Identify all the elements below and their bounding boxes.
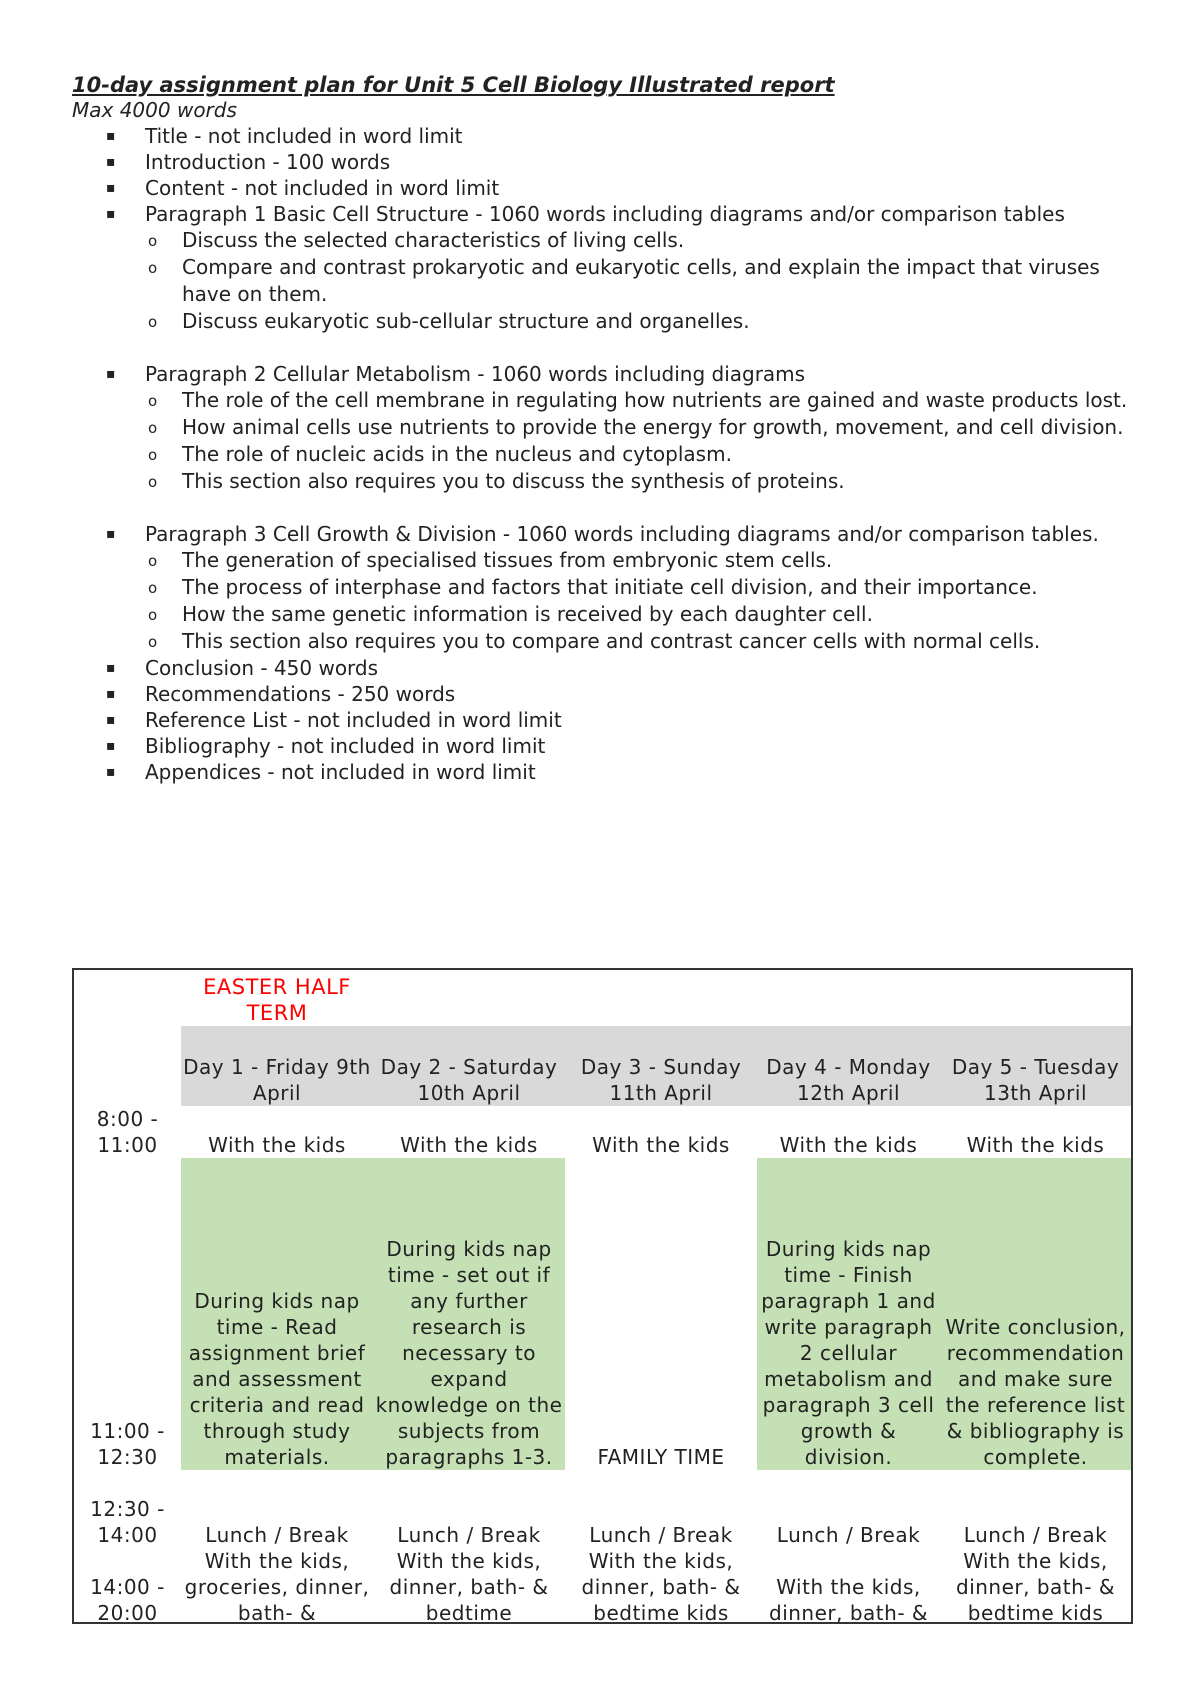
document-title: 10-day assignment plan for Unit 5 Cell Biology Illustrated report bbox=[72, 73, 835, 97]
paragraph-1-points bbox=[145, 227, 1132, 335]
empty-cell bbox=[74, 970, 181, 1026]
day-header: Day 5 - Tuesday 13th April bbox=[940, 1026, 1131, 1106]
sub-point: o The generation of specialised tissues from embryonic stem cells. bbox=[145, 547, 1132, 574]
sub-point: o This section also requires you to compare and contrast cancer cells with normal cells. bbox=[145, 628, 1132, 655]
paragraph-1-label: Paragraph 1 Basic Cell Structure - 1060 words including diagrams and/or comparison tables bbox=[145, 202, 1065, 226]
time-slot-label: 8:00 - 11:00 bbox=[96, 1107, 159, 1157]
schedule-cell: With the kids bbox=[400, 1133, 538, 1157]
time-slot-label: 11:00 - 12:30 bbox=[90, 1419, 165, 1469]
schedule-cell: With the kids, dinner, bath- & bedtime kids bbox=[956, 1549, 1115, 1625]
sub-point: o How the same genetic information is received by each daughter cell. bbox=[145, 601, 1132, 628]
easter-half-term-banner: EASTER HALF TERM bbox=[203, 975, 351, 1025]
schedule-cell: Lunch / Break bbox=[397, 1523, 541, 1547]
outline-item-title: ▪ Title - not included in word limit bbox=[72, 123, 1132, 149]
sub-point: o Discuss the selected characteristics of living cells. bbox=[145, 227, 1132, 254]
paragraph-2-points bbox=[145, 387, 1132, 495]
outline-item-bibliography: ▪ Bibliography - not included in word limit bbox=[72, 733, 1132, 759]
time-slot-label: 12:30 - 14:00 bbox=[90, 1497, 165, 1547]
schedule-cell: Lunch / Break bbox=[589, 1523, 733, 1547]
schedule-cell: During kids nap time - Finish paragraph 1 and write paragraph 2 cellular metabolism and paragraph 3 cell growth & division. bbox=[757, 1158, 940, 1470]
time-slot-label: 14:00 - 20:00 bbox=[90, 1575, 165, 1625]
schedule-cell: Lunch / Break bbox=[205, 1523, 349, 1547]
schedule-cell: With the kids bbox=[208, 1133, 346, 1157]
sub-point: o The process of interphase and factors that initiate cell division, and their importance. bbox=[145, 574, 1132, 601]
outline-item-conclusion: ▪ Conclusion - 450 words bbox=[72, 655, 1132, 681]
outline-item-content: ▪ Content - not included in word limit bbox=[72, 175, 1132, 201]
schedule-cell: With the kids, dinner, bath- & bedtime bbox=[389, 1549, 549, 1625]
document-page bbox=[72, 72, 1132, 785]
sub-point: o How animal cells use nutrients to provide the energy for growth, movement, and cell division. bbox=[145, 414, 1132, 441]
day-header: Day 3 - Sunday 11th April bbox=[565, 1026, 757, 1106]
outline-item-appendices: ▪ Appendices - not included in word limit bbox=[72, 759, 1132, 785]
schedule-cell: Lunch / Break bbox=[963, 1523, 1108, 1547]
schedule-cell: With the kids, groceries, dinner, bath- & bbox=[184, 1549, 370, 1625]
outline-item-paragraph-3 bbox=[72, 521, 1132, 655]
sub-point: o This section also requires you to discuss the synthesis of proteins. bbox=[145, 468, 1132, 495]
schedule-cell: During kids nap time - Read assignment brief and assessment criteria and read through study materials. bbox=[181, 1158, 373, 1470]
outline-item-paragraph-2 bbox=[72, 361, 1132, 495]
schedule-cell: FAMILY TIME bbox=[597, 1445, 725, 1469]
day-header: Day 4 - Monday 12th April bbox=[757, 1026, 940, 1106]
schedule-cell: Write conclusion, recommendation and make sure the reference list & bibliography is complete. bbox=[940, 1158, 1131, 1470]
schedule-cell: With the kids bbox=[966, 1133, 1105, 1157]
sub-point: o The role of nucleic acids in the nucleus and cytoplasm. bbox=[145, 441, 1132, 468]
outline-item-recommendations: ▪ Recommendations - 250 words bbox=[72, 681, 1132, 707]
sub-point: o Compare and contrast prokaryotic and eukaryotic cells, and explain the impact that viruses have on them. bbox=[145, 254, 1132, 308]
schedule-cell: During kids nap time - set out if any further research is necessary to expand knowledge on the subjects from paragraphs 1-3. bbox=[373, 1158, 565, 1470]
day-header: Day 2 - Saturday 10th April bbox=[373, 1026, 565, 1106]
sub-point: o Discuss eukaryotic sub-cellular structure and organelles. bbox=[145, 308, 1132, 335]
outline-item-introduction: ▪ Introduction - 100 words bbox=[72, 149, 1132, 175]
schedule-cell: Lunch / Break bbox=[776, 1523, 921, 1547]
report-outline bbox=[72, 123, 1132, 785]
schedule-table bbox=[72, 968, 1133, 1624]
word-limit-note: Max 4000 words bbox=[72, 98, 237, 122]
schedule-cell: With the kids, dinner, bath- & bedtime kids bbox=[581, 1549, 741, 1625]
day-header: Day 1 - Friday 9th April bbox=[181, 1026, 373, 1106]
paragraph-3-label: Paragraph 3 Cell Growth & Division - 1060 words including diagrams and/or comparison tables. bbox=[145, 522, 1099, 546]
schedule-cell: With the kids bbox=[779, 1133, 918, 1157]
schedule-cell: With the kids, dinner, bath- & bbox=[769, 1575, 928, 1625]
outline-item-paragraph-1 bbox=[72, 201, 1132, 335]
outline-item-reference-list: ▪ Reference List - not included in word limit bbox=[72, 707, 1132, 733]
paragraph-3-points bbox=[145, 547, 1132, 655]
sub-point: o The role of the cell membrane in regulating how nutrients are gained and waste products lost. bbox=[145, 387, 1132, 414]
paragraph-2-label: Paragraph 2 Cellular Metabolism - 1060 words including diagrams bbox=[145, 362, 806, 386]
schedule-cell: With the kids bbox=[592, 1133, 730, 1157]
